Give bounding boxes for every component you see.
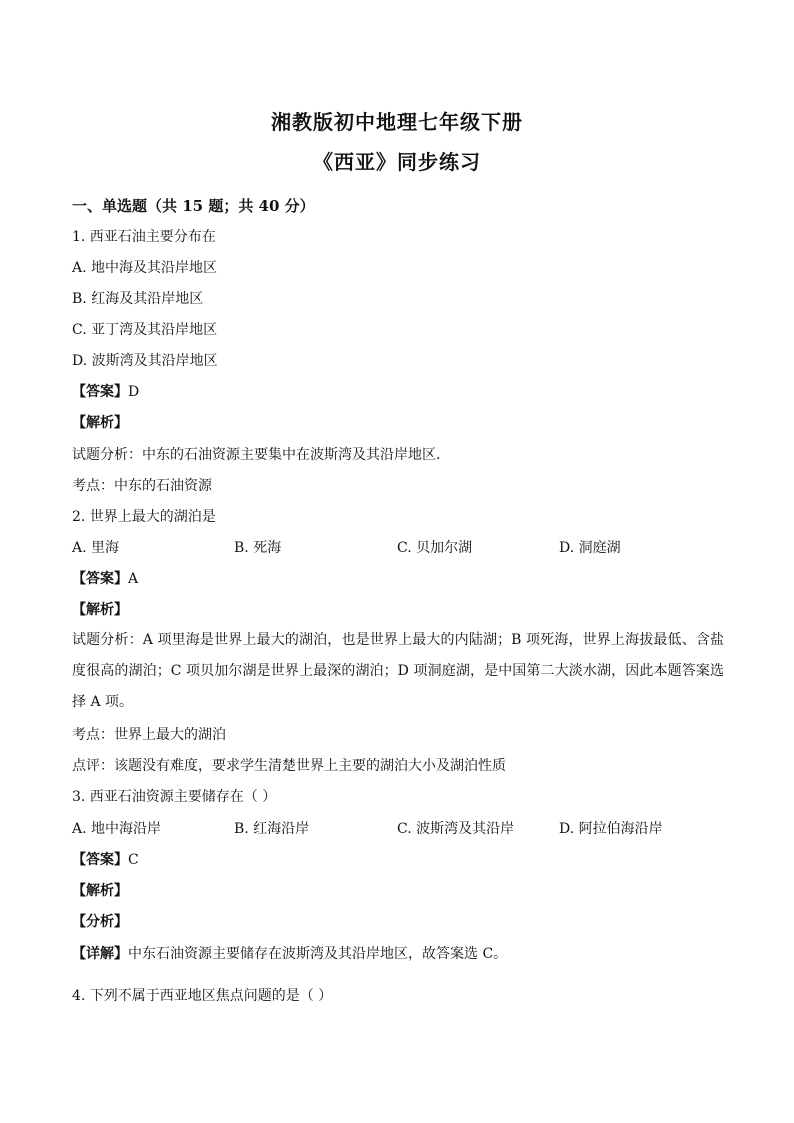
question-3-option-a: A. 地中海沿岸: [72, 821, 162, 837]
document-title: 湘教版初中地理七年级下册: [271, 110, 523, 134]
question-3-option-c: C. 波斯湾及其沿岸: [397, 821, 515, 837]
question-1-option-d: D. 波斯湾及其沿岸地区: [72, 353, 218, 369]
question-1-option-a: A. 地中海及其沿岸地区: [72, 260, 218, 276]
answer-value: D: [128, 384, 140, 400]
question-1-analysis: 试题分析：中东的石油资源主要集中在波斯湾及其沿岸地区．: [72, 447, 450, 463]
question-2-option-b: B. 死海: [234, 540, 282, 556]
question-3-analysis-label: 【解析】: [72, 883, 128, 899]
question-2-comment: 点评：该题没有难度，要求学生清楚世界上主要的湖泊大小及湖泊性质: [72, 758, 506, 774]
question-1-option-b: B. 红海及其沿岸地区: [72, 291, 204, 307]
question-3-option-d: D. 阿拉伯海沿岸: [559, 821, 663, 837]
question-1-answer: [72, 382, 139, 402]
question-3-stem: 3. 西亚石油资源主要储存在（ ）: [72, 789, 277, 805]
answer-label: 【答案】: [72, 571, 128, 587]
question-2-stem: 2. 世界上最大的湖泊是: [72, 509, 216, 525]
question-2-analysis-label: 【解析】: [72, 602, 128, 618]
detail-text: 中东石油资源主要储存在波斯湾及其沿岸地区，故答案选 C。: [128, 946, 508, 962]
question-1-point: 考点：中东的石油资源: [72, 478, 212, 494]
question-2-option-c: C. 贝加尔湖: [397, 540, 473, 556]
answer-label: 【答案】: [72, 384, 128, 400]
answer-label: 【答案】: [72, 852, 128, 868]
question-3-fenxi-label: 【分析】: [72, 914, 128, 930]
question-2-point: 考点：世界上最大的湖泊: [72, 727, 226, 743]
question-2-option-a: A. 里海: [72, 540, 120, 556]
document-subtitle: 《西亚》同步练习: [313, 150, 481, 174]
question-2-option-d: D. 洞庭湖: [559, 540, 621, 556]
question-4-stem: 4. 下列不属于西亚地区焦点问题的是（ ）: [72, 988, 333, 1004]
question-2-answer: [72, 569, 138, 589]
question-1-option-c: C. 亚丁湾及其沿岸地区: [72, 322, 218, 338]
question-2-analysis: 试题分析：A 项里海是世界上最大的湖泊，也是世界上最大的内陆湖；B 项死海，世界上海拔最低、含盐度很高的湖泊；C 项贝加尔湖是世界上最深的湖泊；D 项洞庭湖，是中国第二大淡水湖，因此本题答案选择 A 项。: [72, 632, 724, 710]
question-3-detail: [72, 944, 507, 964]
question-3-answer: [72, 850, 139, 870]
question-3-option-b: B. 红海沿岸: [234, 821, 310, 837]
question-1-stem: 1. 西亚石油主要分布在: [72, 229, 216, 245]
answer-value: A: [128, 571, 139, 587]
question-1-analysis-label: 【解析】: [72, 415, 128, 431]
section-heading: 一、单选题（共 15 题；共 40 分）: [72, 197, 315, 215]
answer-value: C: [128, 852, 139, 868]
detail-label: 【详解】: [72, 946, 128, 962]
